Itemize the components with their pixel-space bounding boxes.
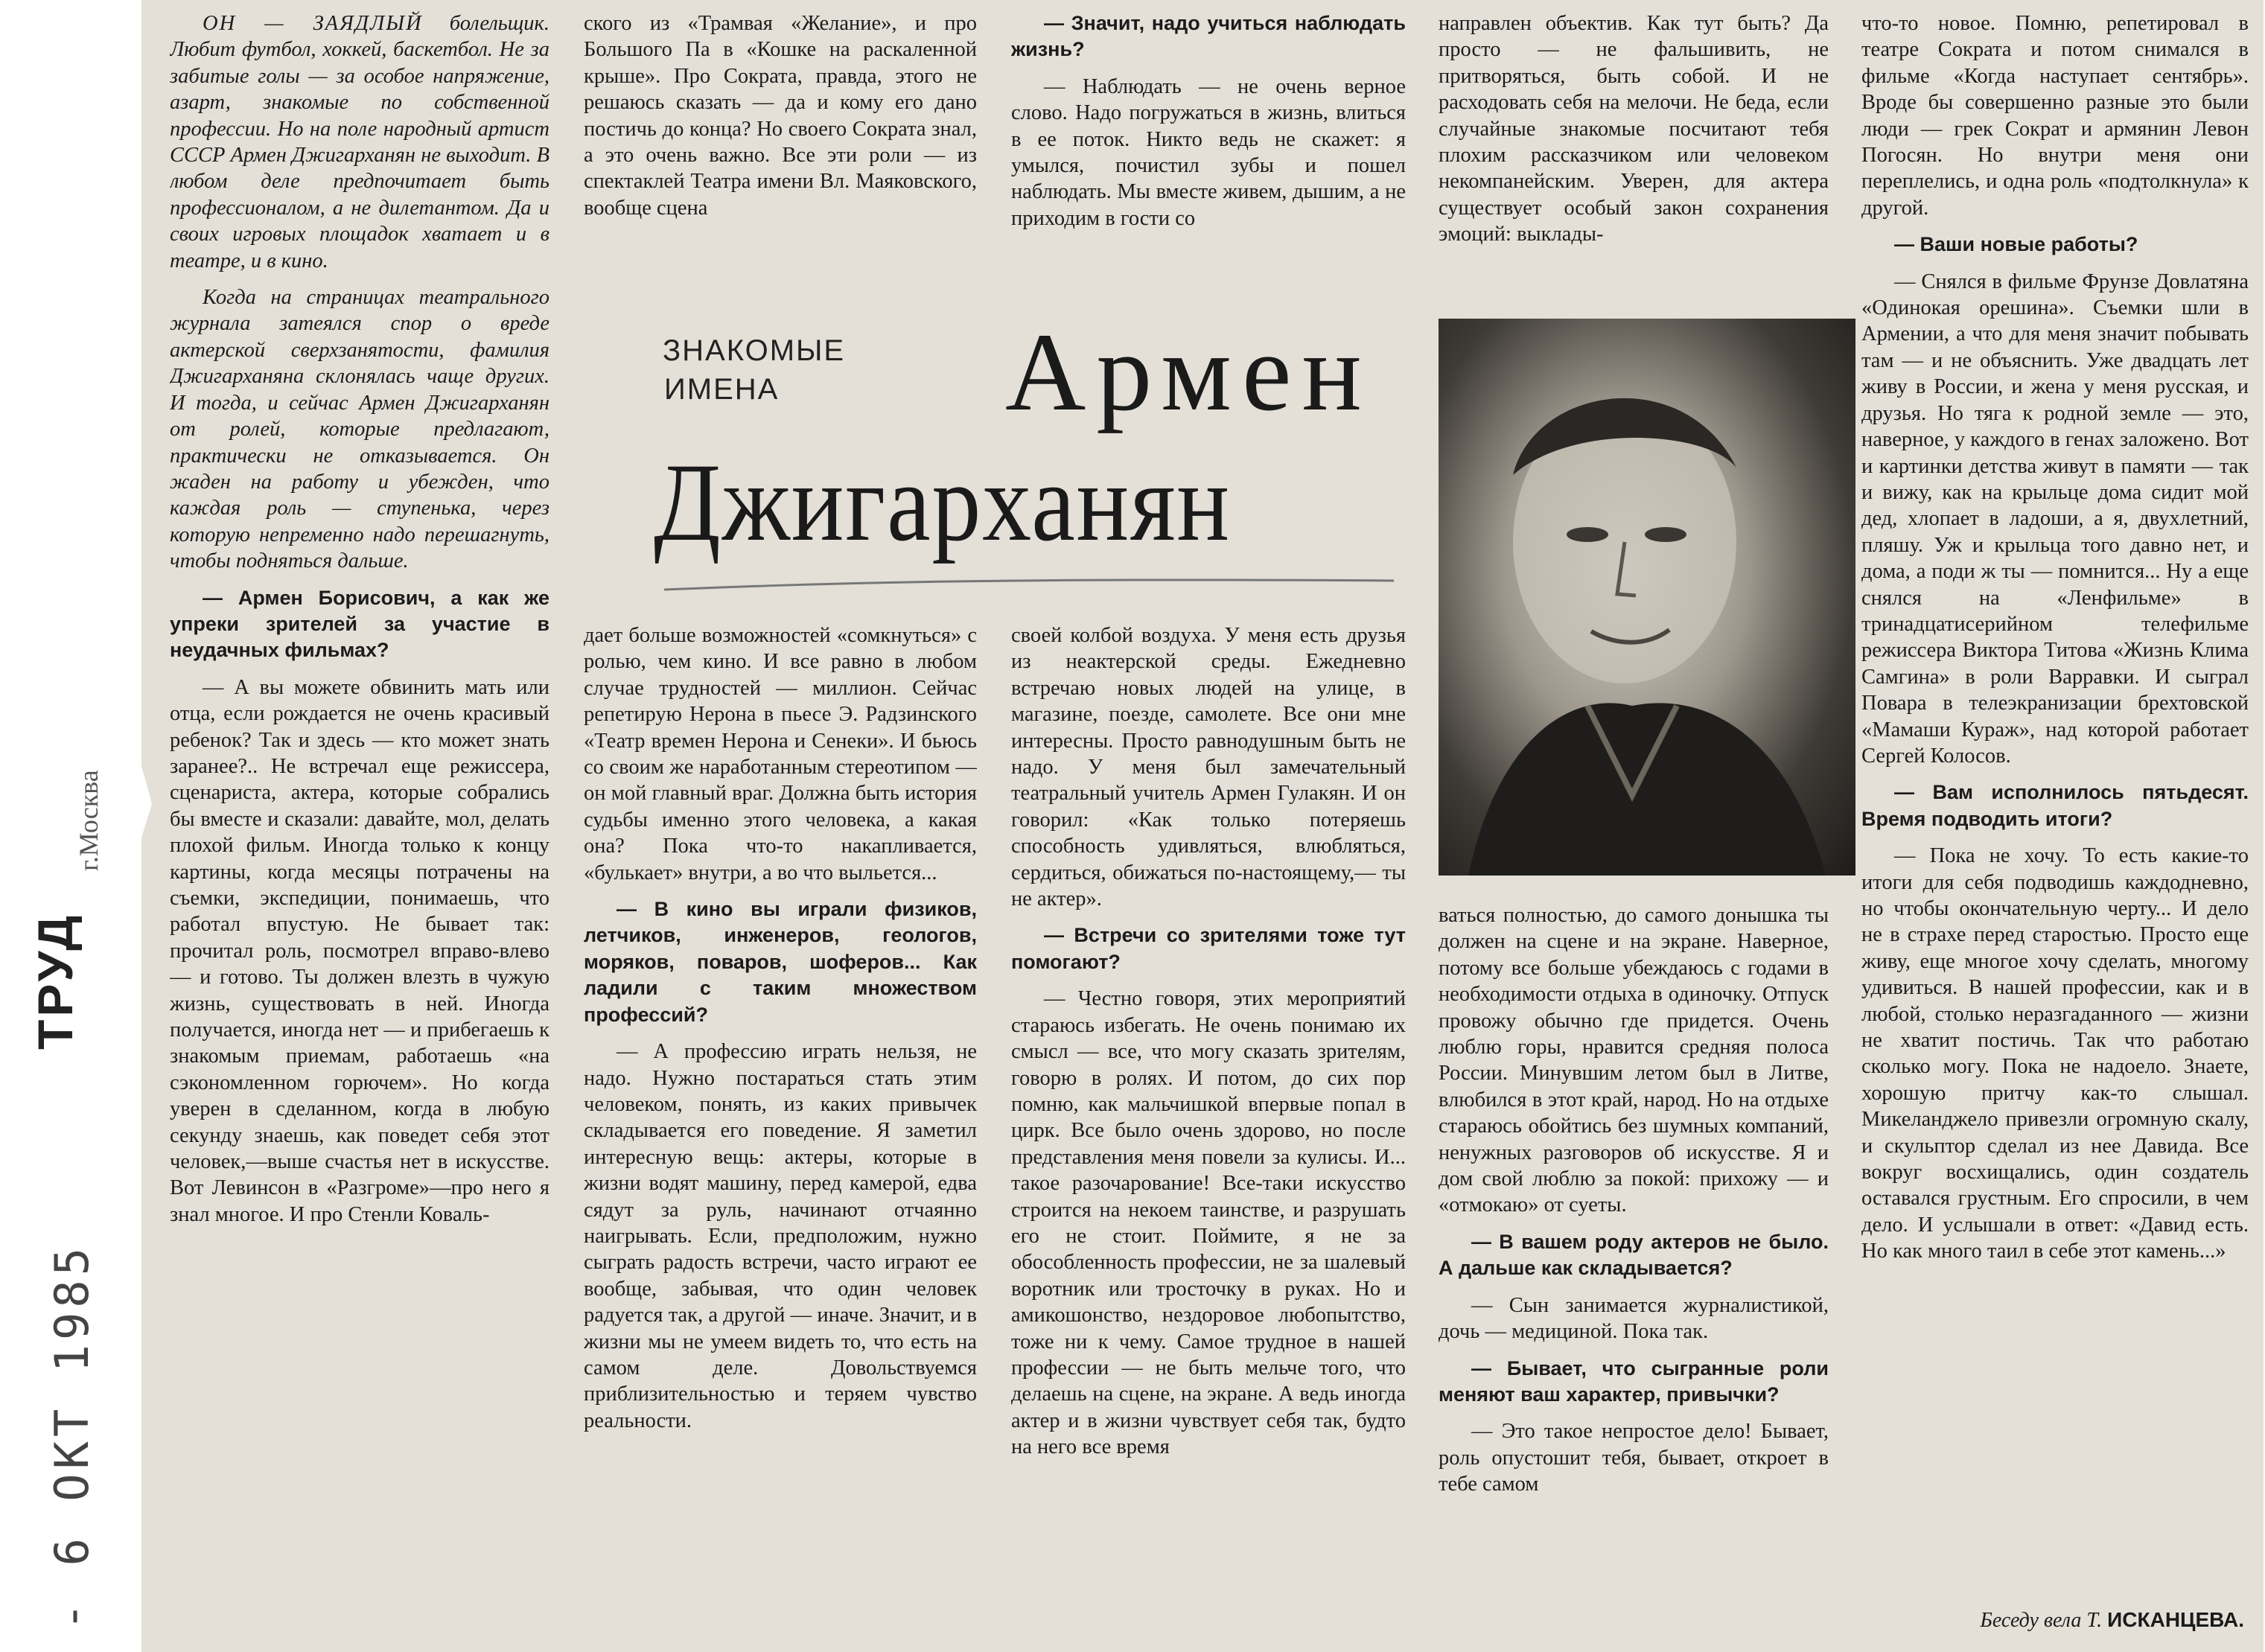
newspaper-name: ТРУД: [28, 912, 83, 1050]
column-2-bottom: [584, 622, 977, 1650]
newspaper-stamp: [22, 770, 104, 1645]
article-paragraph: — Пока не хочу. То есть какие-то итоги для себя подводишь каждодневно, но чтобы окончательную черту... И дело не в страхе перед старостью. Просто еще живу, еще многое хочу сделать, многому удивиться. В нашей профессии, как и в любой, столько неразгаданного — жизни не хватит постичь. Так что работаю сколько могу. Пока не надоело. Знаете, хорошую притчу как-то слышал. Микеланджело привезли огромную скалу, и скульптор сделал из нее Давида. Все вокруг восхищались, один создатель оставался грустным. Его спросили, в чем дело. И услышали в ответ: «Давид есть. Но как много таил в себе этот камень...»: [1861, 844, 2249, 1263]
article-paragraph: — Бывает, что сыгранные роли меняют ваш характер, привычки?: [1439, 1356, 1829, 1406]
portrait-silhouette: [1439, 319, 1855, 876]
column-5: [1861, 10, 2249, 1596]
article-paragraph: — Снялся в фильме Фрунзе Довлатяна «Одинокая орешина». Съемки шли в Армении, а что для меня значит побывать там — и не объяснить. Уже двадцать лет живу в России, и жена у меня русская, и друзья. Но тяга к родной земле — это, наверное, у каждого в генах заложено. Вот и картинки детства живут в памяти — так и вижу, как на крыльце дома сидит мой дед, хлопает в ладоши, а я, двухлетний, пляшу. Уж и крыльца того давно нет, и дома, а поди ж ты — помнится... Ну а еще снялся на «Ленфильме» в тринадцатисерийном телефильме режиссера Виктора Титова «Жизнь Клима Самгина» в роли Варравки. И сыграл Повара в телеэкранизации брехтовской «Мамаши Кураж», над которой работает Сергей Колосов.: [1861, 270, 2249, 768]
column-2-top: [584, 10, 977, 287]
date-stamp: - 6 ОКТ 1985: [45, 1243, 99, 1630]
rubric: [663, 331, 845, 409]
city-label: г.Москва: [74, 770, 103, 871]
headline-last-name: Джигарханян: [654, 441, 1231, 564]
article-paragraph: [170, 10, 549, 274]
article-paragraph: — Вам исполнилось пятьдесят. Время подводить итоги?: [1861, 781, 2249, 830]
article-paragraph: дает больше возможностей «сомкнуться» с ролью, чем кино. И все равно в любом случае трудностей — миллион. Сейчас репетирую Нерона в пьесе Э. Радзинского «Театр времен Нерона и Сенеки». И бьюсь со своим же наработанным стереотипом — он мой главный враг. Должна быть история судьбы именно этого человека, а какая она? Пока что-то накапливается, «булькает» внутри, а во что выльется...: [584, 624, 977, 884]
article-paragraph: Когда на страницах театрального журнала затеялся спор о вреде актерской сверхзанятости, фамилия Джигарханяна склонялась чаще других. И тогда, и сейчас Армен Джигарханян от ролей, которые предлагают, практически не отказывается. Он жаден на работу и убежден, что каждая роль — ступенька, через которую непременно надо перешагнуть, чтобы подняться дальше.: [170, 286, 549, 573]
article-paragraph: — В вашем роду актеров не было. А дальше как складывается?: [1439, 1230, 1829, 1280]
byline: [1980, 1608, 2244, 1633]
headline-first-name: Армен: [1005, 310, 1372, 434]
article-paragraph: направлен объектив. Как тут быть? Да просто — не фальшивить, не притворяться, быть собой. И не расходовать себя на мелочи. Не беда, если случайные знакомые посчитают тебя плохим рассказчиком или человеком некомпанейским. Уверен, для актера существует особый закон сохранения эмоций: выклады-: [1439, 12, 1829, 246]
article-paragraph: — Честно говоря, этих мероприятий стараюсь избегать. Не очень понимаю их смысл — все, что могу сказать зрителям, говорю в ролях. И потом, до сих пор помню, как мальчишкой впервые попал в цирк. Все было очень здорово, но после представления меня повели за кулисы. И... такое разочарование! Все-таки искусство строится на некоем таинстве, и разрушать его не стоит. Поймите, я не за обособленность профессии, не за шалевый воротник или тросточку в руках. Но и амикошонство, нездоровое любопытство, тоже ни к чему. Самое трудное в нашей профессии — не быть мельче того, что делаешь на сцене, на экране. А ведь иногда актер и в жизни чувствует себя так, будто на него все время: [1011, 987, 1406, 1459]
byline-prefix: Беседу вела Т.: [1980, 1609, 2103, 1632]
article-paragraph: своей колбой воздуха. У меня есть друзья из неактерской среды. Ежедневно встречаю новых людей на улице, в магазине, поезде, самолете. Все они мне интересны. Просто равнодушным быть не надо. У меня был замечательный театральный учитель Армен Гулакян. И он говорил: «Как только потеряешь способность удивляться, влюбляться, сердиться, обижаться по-настоящему,— ты не актер».: [1011, 624, 1406, 911]
article-paragraph: — Это такое непростое дело! Бывает, роль опустошит тебя, бывает, откроет в тебе самом: [1439, 1420, 1829, 1496]
article-paragraph: — В кино вы играли физиков, летчиков, инженеров, геологов, моряков, поваров, шоферов... Как ладили с таким множеством профессий?: [584, 898, 977, 1026]
column-4-bottom: [1439, 902, 1829, 1647]
article-paragraph: — Значит, надо учиться наблюдать жизнь?: [1011, 12, 1406, 61]
article-paragraph: — А профессию играть нельзя, не надо. Нужно постараться стать этим человеком, понять, из каких привычек складывается его поведение. Я заметил интересную вещь: актеры, которые в жизни водят машину, перед камерой, едва сядут за руль, начинают отчаянно наигрывать. Если, предположим, нужно сыграть радость встречи, часто играют ее вообще, забывая, что один человек радуется так, а другой — иначе. Значит, и в жизни мы не умеем видеть то, что есть на самом деле. Довольствуемся приблизительностью и теряем чувство реальности.: [584, 1040, 977, 1432]
column-3-bottom: [1011, 622, 1406, 1650]
column-4-top: [1439, 10, 1829, 287]
article-paragraph: ваться полностью, до самого донышка ты должен на сцене и на экране. Наверное, потому все больше убеждаюсь с годами в необходимости отдыха в одиночку. Отпуск провожу обычно где придется. Очень люблю горы, нравится средняя полоса России. Минувшим летом был в Литве, влюбился в этот край, народ. Но на отдыхе стараюсь обойтись без шумных компаний, ненужных разговоров об искусстве. Я и дом свой люблю за покой: прихожу — и «отмокаю» от суеты.: [1439, 904, 1829, 1217]
column-3-top: [1011, 10, 1406, 287]
article-paragraph: — Встречи со зрителями тоже тут помогают?: [1011, 924, 1406, 973]
article-paragraph: — Армен Борисович, а как же упреки зрителей за участие в неудачных фильмах?: [170, 586, 549, 662]
column-1: [170, 10, 549, 1648]
rubric-line-1: ЗНАКОМЫЕ: [663, 334, 846, 367]
article-paragraph: — Наблюдать — не очень верное слово. Надо погружаться в жизнь, влиться в ее поток. Никто ведь не скажет: я умылся, почистил зубы и пошел наблюдать. Мы вместе живем, дышим, а не приходим в гости со: [1011, 74, 1406, 230]
article-paragraph: что-то новое. Помню, репетировал в театре Сократа и потом снимался в фильме «Когда наступает сентябрь». Вроде бы совершенно разные это были люди — грек Сократ и армянин Левон Погосян. Но внутри меня они переплелись, и одна роль «подтолкнула» к другой.: [1861, 12, 2249, 220]
lead-text: болельщик. Любит футбол, хоккей, баскетбол. Не за забитые голы — за особое напряжение, азарт, знакомые по собственной профессии. Но на поле народный артист СССР Армен Джигарханян не выходит. В любом деле предпочитает быть профессионалом, а не дилетантом. Да и своих игровых площадок хватает и в театре, и в кино.: [170, 12, 549, 272]
portrait-photo: [1439, 319, 1855, 876]
rubric-line-2: ИМЕНА: [664, 373, 780, 406]
byline-name: ИСКАНЦЕВА.: [2107, 1608, 2244, 1631]
article-paragraph: — Сын занимается журналистикой, дочь — медициной. Пока так.: [1439, 1293, 1829, 1344]
headline-underline: [664, 573, 1394, 596]
article-paragraph: — А вы можете обвинить мать или отца, если рождается не очень красивый ребенок? Так и здесь — кто может знать заранее?.. Не встречал еще режиссера, сценариста, актера, которые собрались бы вместе и сказали: давайте, мол, делать плохой фильм. Иногда только к концу картины, когда месяцы потрачены на съемки, экспедиции, понимаешь, что работал впустую. Не бывает так: прочитал роль, посмотрел вправо-влево — и готово. Ты должен влезть в чужую жизнь, существовать в ней. Иногда получается, иногда нет — и прибегаешь к знакомым приемам, работаешь «на сэкономленном горючем». Но когда уверен в сделанном, когда в любую секунду знаешь, как поведет себя этот человек,—выше счастья нет в искусстве. Вот Левинсон в «Разгроме»—про него я знал многое. И про Стенли Коваль-: [170, 675, 549, 1226]
lead-capital: ОН — ЗАЯДЛЫЙ: [203, 12, 423, 35]
article-paragraph: — Ваши новые работы?: [1894, 233, 2138, 256]
article-paragraph: ского из «Трамвая «Желание», и про Большого Па в «Кошке на раскаленной крыше». Про Сократа, правда, этого не решаюсь сказать — да и кому его дано постичь до конца? Но своего Сократа знал, а это очень важно. Все эти роли — из спектаклей Театра имени Вл. Маяковского, вообще сцена: [584, 12, 977, 220]
